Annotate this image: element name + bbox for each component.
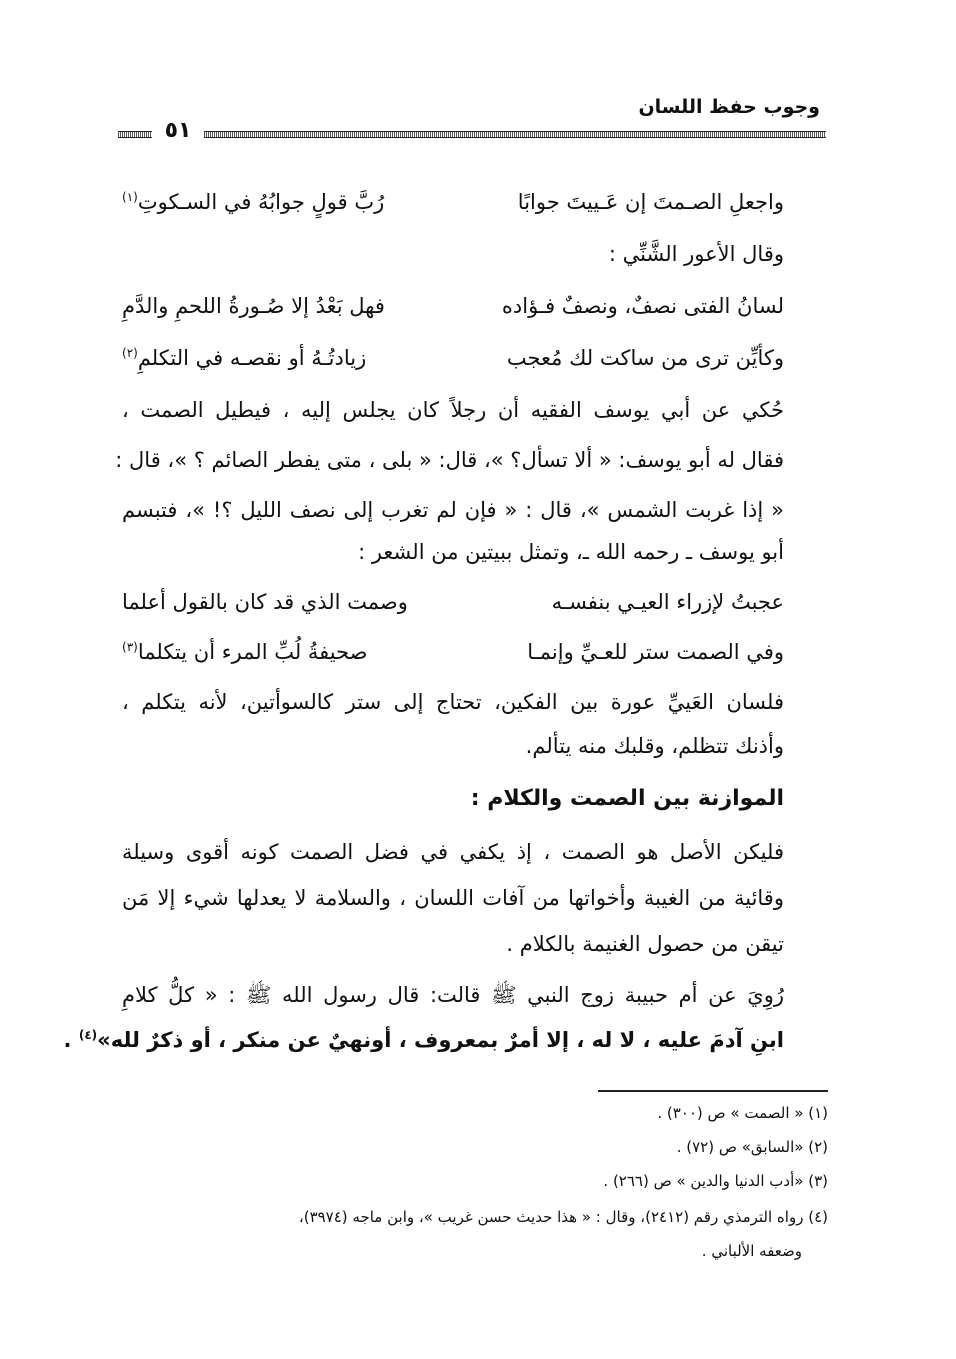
section-heading: الموازنة بين الصمت والكلام : <box>470 786 784 811</box>
verse-first-hemistich: واجعلِ الصـمتَ إن عَـييتَ جوابًا <box>517 190 784 214</box>
paragraph-line: « إذا غربت الشمس »، قال : « فإن لم تغرب إلى نصف الليل ؟! »، فتبسم <box>122 498 784 522</box>
hadith-line: ابنِ آدمَ عليه ، لا له ، إلا أمرٌ بمعروف ، أونهيٌ عن منكر ، أو ذكرٌ لله»$^{(٤)}$ . <box>63 1028 784 1052</box>
verse-line <box>122 346 784 386</box>
footnote: (٤) رواه الترمذي رقم (٢٤١٢)، وقال : « هذا حديث حسن غريب »، وابن ماجه (٣٩٧٤)، <box>298 1208 828 1226</box>
verse-first-hemistich: وكأيِّن ترى من ساكت لك مُعجب <box>506 346 784 370</box>
footnote-continuation: وضعفه الألباني . <box>701 1242 802 1260</box>
header-rule-short <box>118 131 152 138</box>
footnote: (١) « الصمت » ص (٣٠٠) . <box>657 1104 828 1122</box>
verse-first-hemistich: عجبتُ لإزراء العيـي بنفسـه <box>551 590 784 614</box>
poet-intro-line: وقال الأعور الشَّنِّي : <box>608 242 784 266</box>
paragraph-line: فلسان العَييِّ عورة بين الفكين، تحتاج إلى ستر كالسوأتين، لأنه يتكلم ، <box>122 690 784 714</box>
footnote: (٢) «السابق» ص (٧٢) . <box>676 1138 828 1156</box>
paragraph-line: حُكي عن أبي يوسف الفقيه أن رجلاً كان يجلس إليه ، فيطيل الصمت ، <box>122 398 784 422</box>
verse-second-hemistich: وصمت الذي قد كان بالقول أعلما <box>122 590 408 614</box>
verse-first-hemistich: وفي الصمت ستر للعـيِّ وإنمـا <box>527 640 784 664</box>
footnote-marker: (١) <box>122 190 138 204</box>
paragraph-line: فليكن الأصل هو الصمت ، إذ يكفي في فضل الصمت كونه أقوى وسيلة <box>122 840 784 864</box>
verse-line <box>122 640 784 680</box>
paragraph-line: فقال له أبو يوسف: « ألا تسأل؟ »، قال: « بلى ، متى يفطر الصائم ؟ »، قال : <box>115 448 784 472</box>
hadith-line: رُوِيَ عن أم حبيبة زوج النبي ﷺ قالت: قال رسول الله ﷺ : « كلُّ كلامِ <box>122 983 784 1007</box>
paragraph-line: تيقن من حصول الغنيمة بالكلام . <box>506 932 784 956</box>
footnote-marker: (٤) <box>78 1028 98 1042</box>
running-header-title: وجوب حفظ اللسان <box>638 96 820 118</box>
verse-second-hemistich: رُبَّ قولٍ جوابُهُ في السـكوتِ$^{(١)}$ <box>122 190 385 214</box>
verse-second-hemistich: صحيفةُ لُبِّ المرء أن يتكلما$^{(٣)}$ <box>122 640 368 664</box>
paragraph-line: أبو يوسف ـ رحمه الله ـ، وتمثل ببيتين من الشعر : <box>358 540 784 564</box>
verse-second-hemistich: زيادتُـهُ أو نقصـه في التكلمِ$^{(٢)}$ <box>122 346 367 370</box>
verse-line <box>122 590 784 630</box>
verse-second-hemistich: فهل بَعْدُ إلا صُـورةُ اللحمِ والدَّمِ <box>122 294 385 318</box>
verse-first-hemistich: لسانُ الفتى نصفٌ، ونصفٌ فـؤاده <box>501 294 784 318</box>
verse-line <box>122 294 784 334</box>
page-number: ٥١ <box>164 118 192 143</box>
header-rule <box>204 131 826 138</box>
footnote-separator <box>598 1090 828 1092</box>
footnote-marker: (٢) <box>122 346 138 360</box>
paragraph-line: وأذنك تتظلم، وقلبك منه يتألم. <box>525 734 784 758</box>
verse-line <box>122 190 784 230</box>
footnote-marker: (٣) <box>122 640 138 654</box>
paragraph-line: وقائية من الغيبة وأخواتها من آفات اللسان ، والسلامة لا يعدلها شيء إلا مَن <box>122 886 784 910</box>
footnote: (٣) «أدب الدنيا والدين » ص (٢٦٦) . <box>603 1172 828 1190</box>
